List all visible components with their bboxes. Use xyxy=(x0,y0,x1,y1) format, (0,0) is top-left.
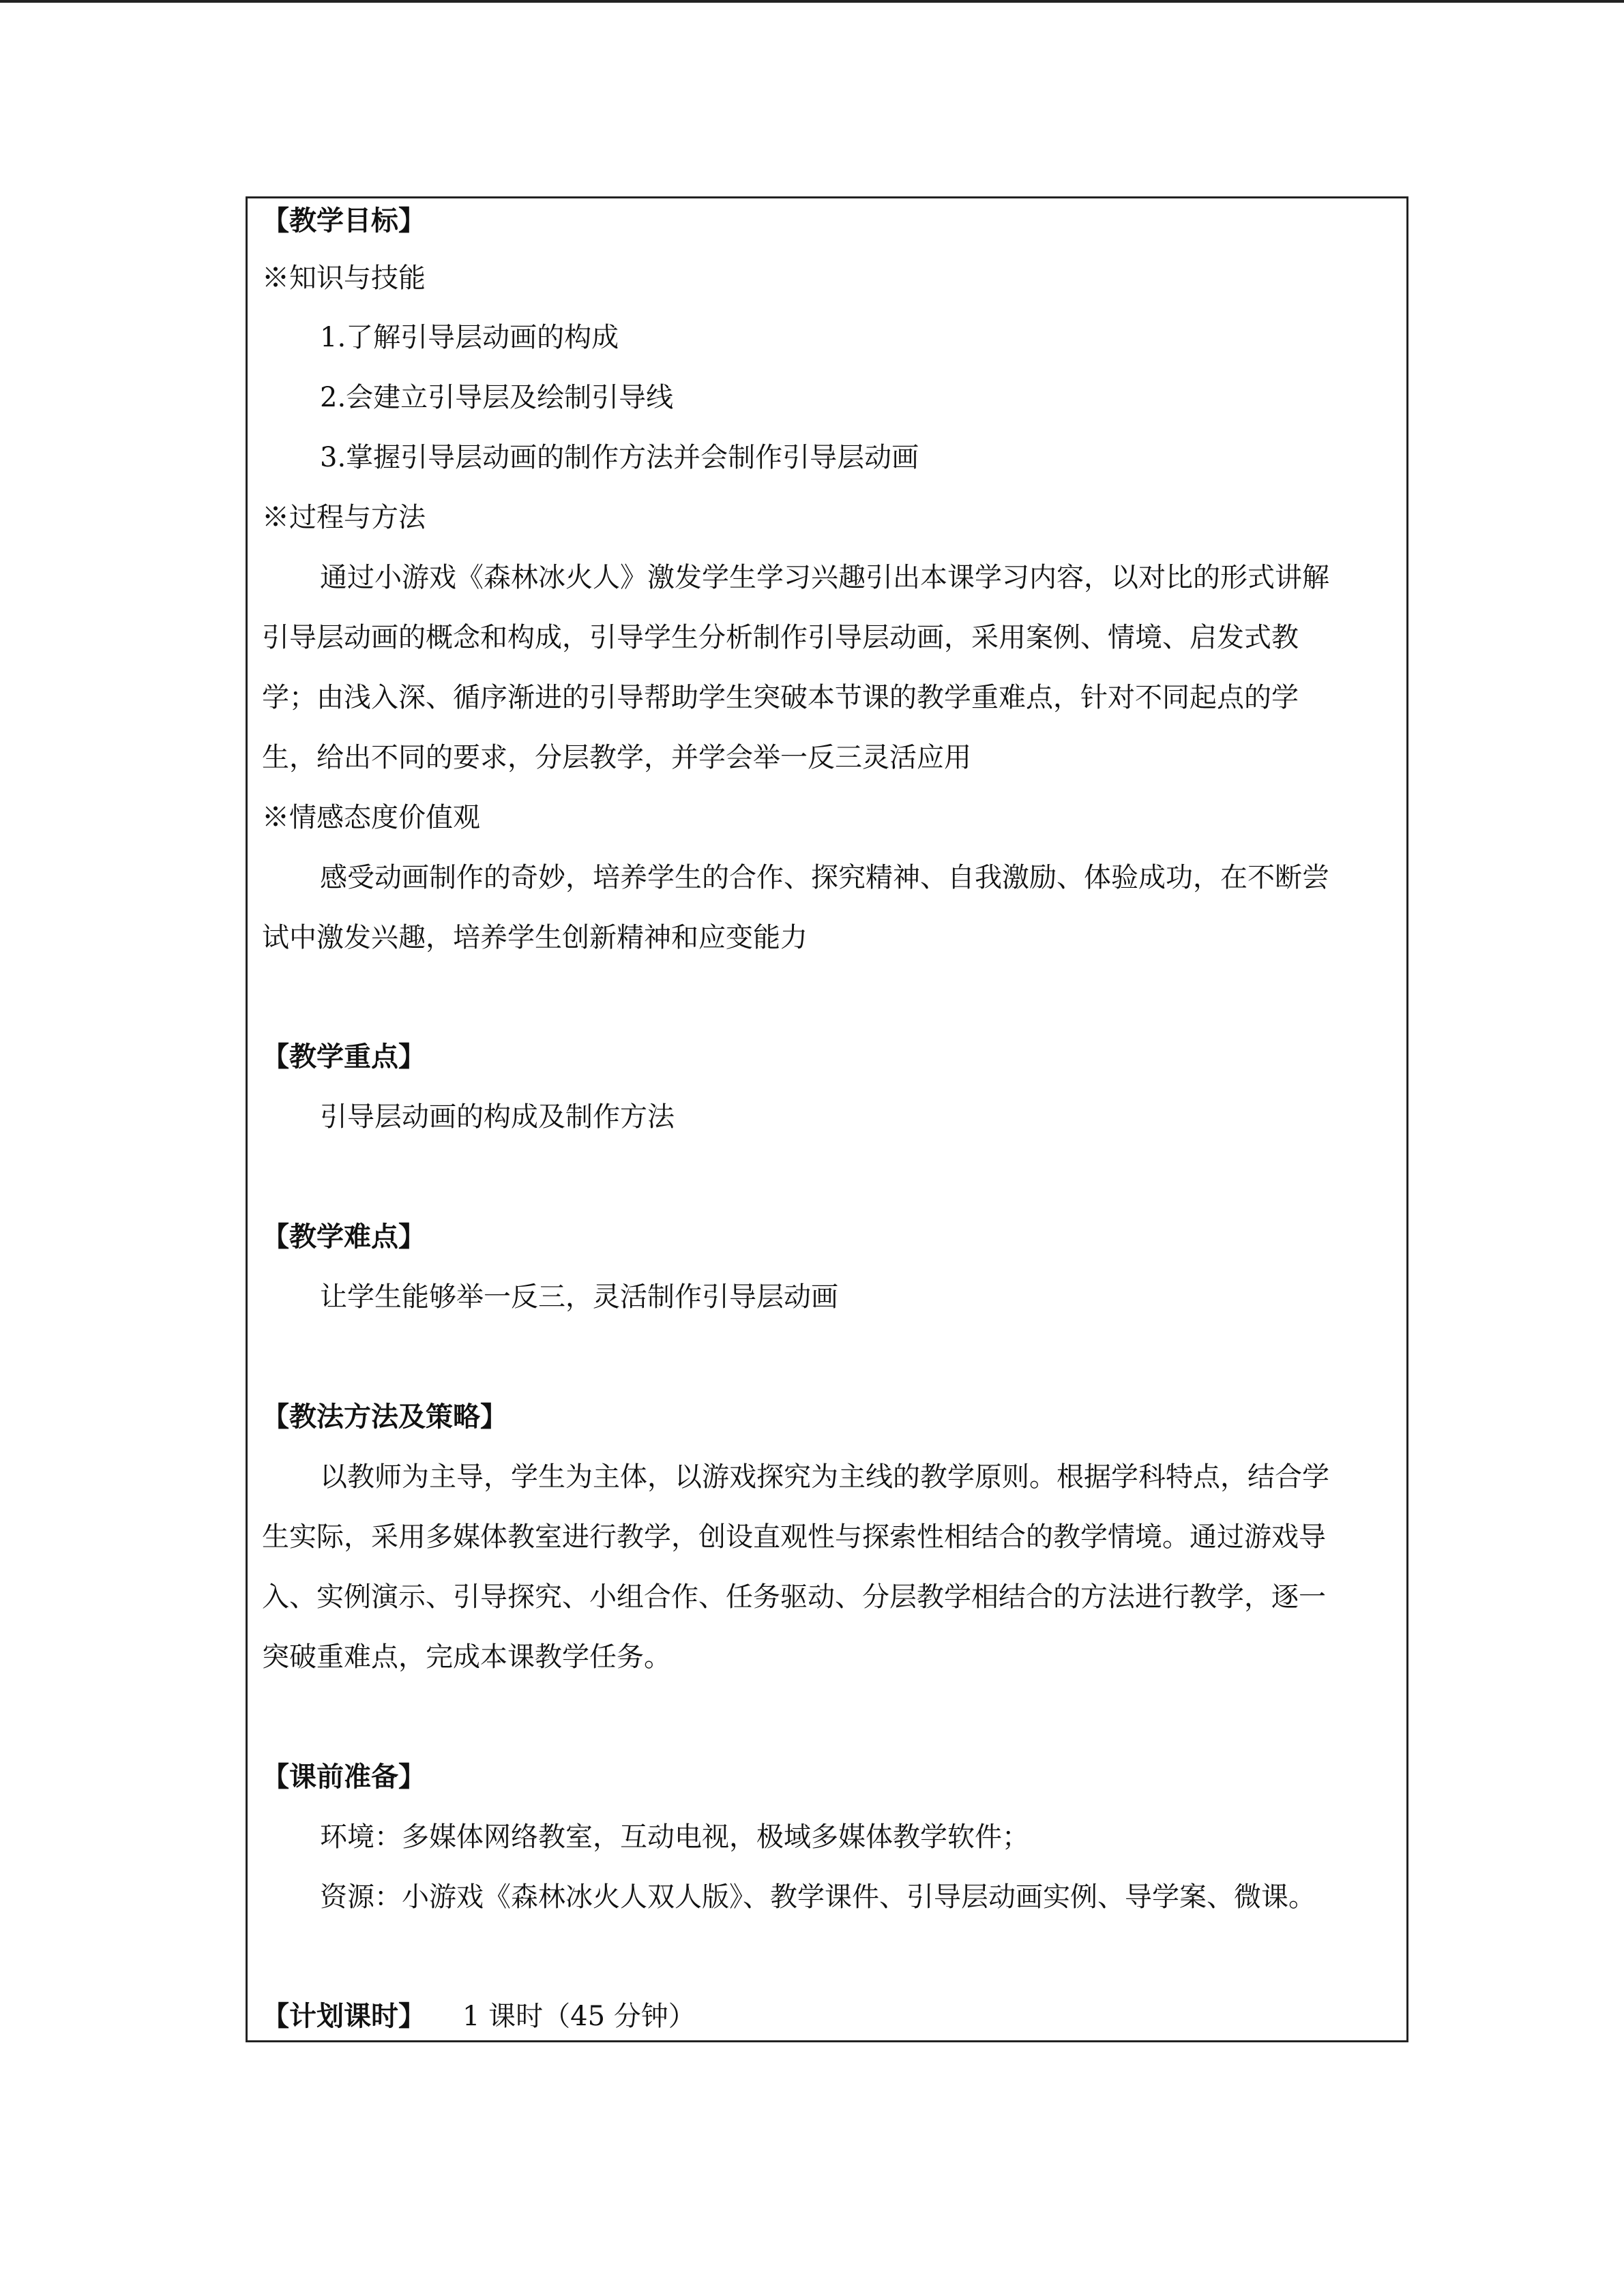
schedule-heading: 【计划课时】 xyxy=(262,2000,426,2032)
methods-paragraph-line: 以教师为主导，学生为主体，以游戏探究为主线的教学原则。根据学科特点，结合学 xyxy=(320,1461,1329,1493)
preparation-resources: 资源：小游戏《森林冰火人双人版》、教学课件、引导层动画实例、导学案、微课。 xyxy=(320,1881,1316,1913)
page-top-rule xyxy=(0,0,1624,3)
knowledge-skills-title: ※知识与技能 xyxy=(262,263,426,294)
methods-paragraph-line: 突破重难点，完成本课教学任务。 xyxy=(262,1641,671,1673)
knowledge-item: 2.会建立引导层及绘制引导线 xyxy=(320,382,674,413)
knowledge-item: 3.掌握引导层动画的制作方法并会制作引导层动画 xyxy=(320,442,919,473)
process-paragraph-line: 通过小游戏《森林冰火人》激发学生学习兴趣引出本课学习内容，以对比的形式讲解 xyxy=(320,562,1329,593)
methods-heading: 【教法方法及策略】 xyxy=(262,1401,507,1433)
knowledge-item: 1.了解引导层动画的构成 xyxy=(320,322,619,353)
process-paragraph-line: 引导层动画的概念和构成，引导学生分析制作引导层动画，采用案例、情境、启发式教 xyxy=(262,622,1299,653)
preparation-environment: 环境：多媒体网络教室，互动电视，极域多媒体教学软件； xyxy=(320,1821,1029,1853)
emotion-paragraph-line: 感受动画制作的奇妙，培养学生的合作、探究精神、自我激励、体验成功，在不断尝 xyxy=(320,862,1329,893)
preparation-heading: 【课前准备】 xyxy=(262,1761,426,1793)
process-paragraph-line: 学；由浅入深、循序渐进的引导帮助学生突破本节课的教学重难点，针对不同起点的学 xyxy=(262,682,1299,713)
process-methods-title: ※过程与方法 xyxy=(262,502,426,533)
methods-paragraph-line: 入、实例演示、引导探究、小组合作、任务驱动、分层教学相结合的方法进行教学，逐一 xyxy=(262,1581,1326,1613)
emotion-paragraph-line: 试中激发兴趣，培养学生创新精神和应变能力 xyxy=(262,922,808,953)
difficulties-heading: 【教学难点】 xyxy=(262,1221,426,1253)
difficulties-text: 让学生能够举一反三，灵活制作引导层动画 xyxy=(320,1281,838,1313)
schedule-value: 1 课时（45 分钟） xyxy=(462,2001,696,2032)
key-points-text: 引导层动画的构成及制作方法 xyxy=(320,1101,675,1133)
objectives-heading: 【教学目标】 xyxy=(262,205,426,237)
key-points-heading: 【教学重点】 xyxy=(262,1041,426,1073)
methods-paragraph-line: 生实际，采用多媒体教室进行教学，创设直观性与探索性相结合的教学情境。通过游戏导 xyxy=(262,1521,1326,1553)
process-paragraph-line: 生，给出不同的要求，分层教学，并学会举一反三灵活应用 xyxy=(262,742,971,773)
emotion-values-title: ※情感态度价值观 xyxy=(262,802,480,833)
